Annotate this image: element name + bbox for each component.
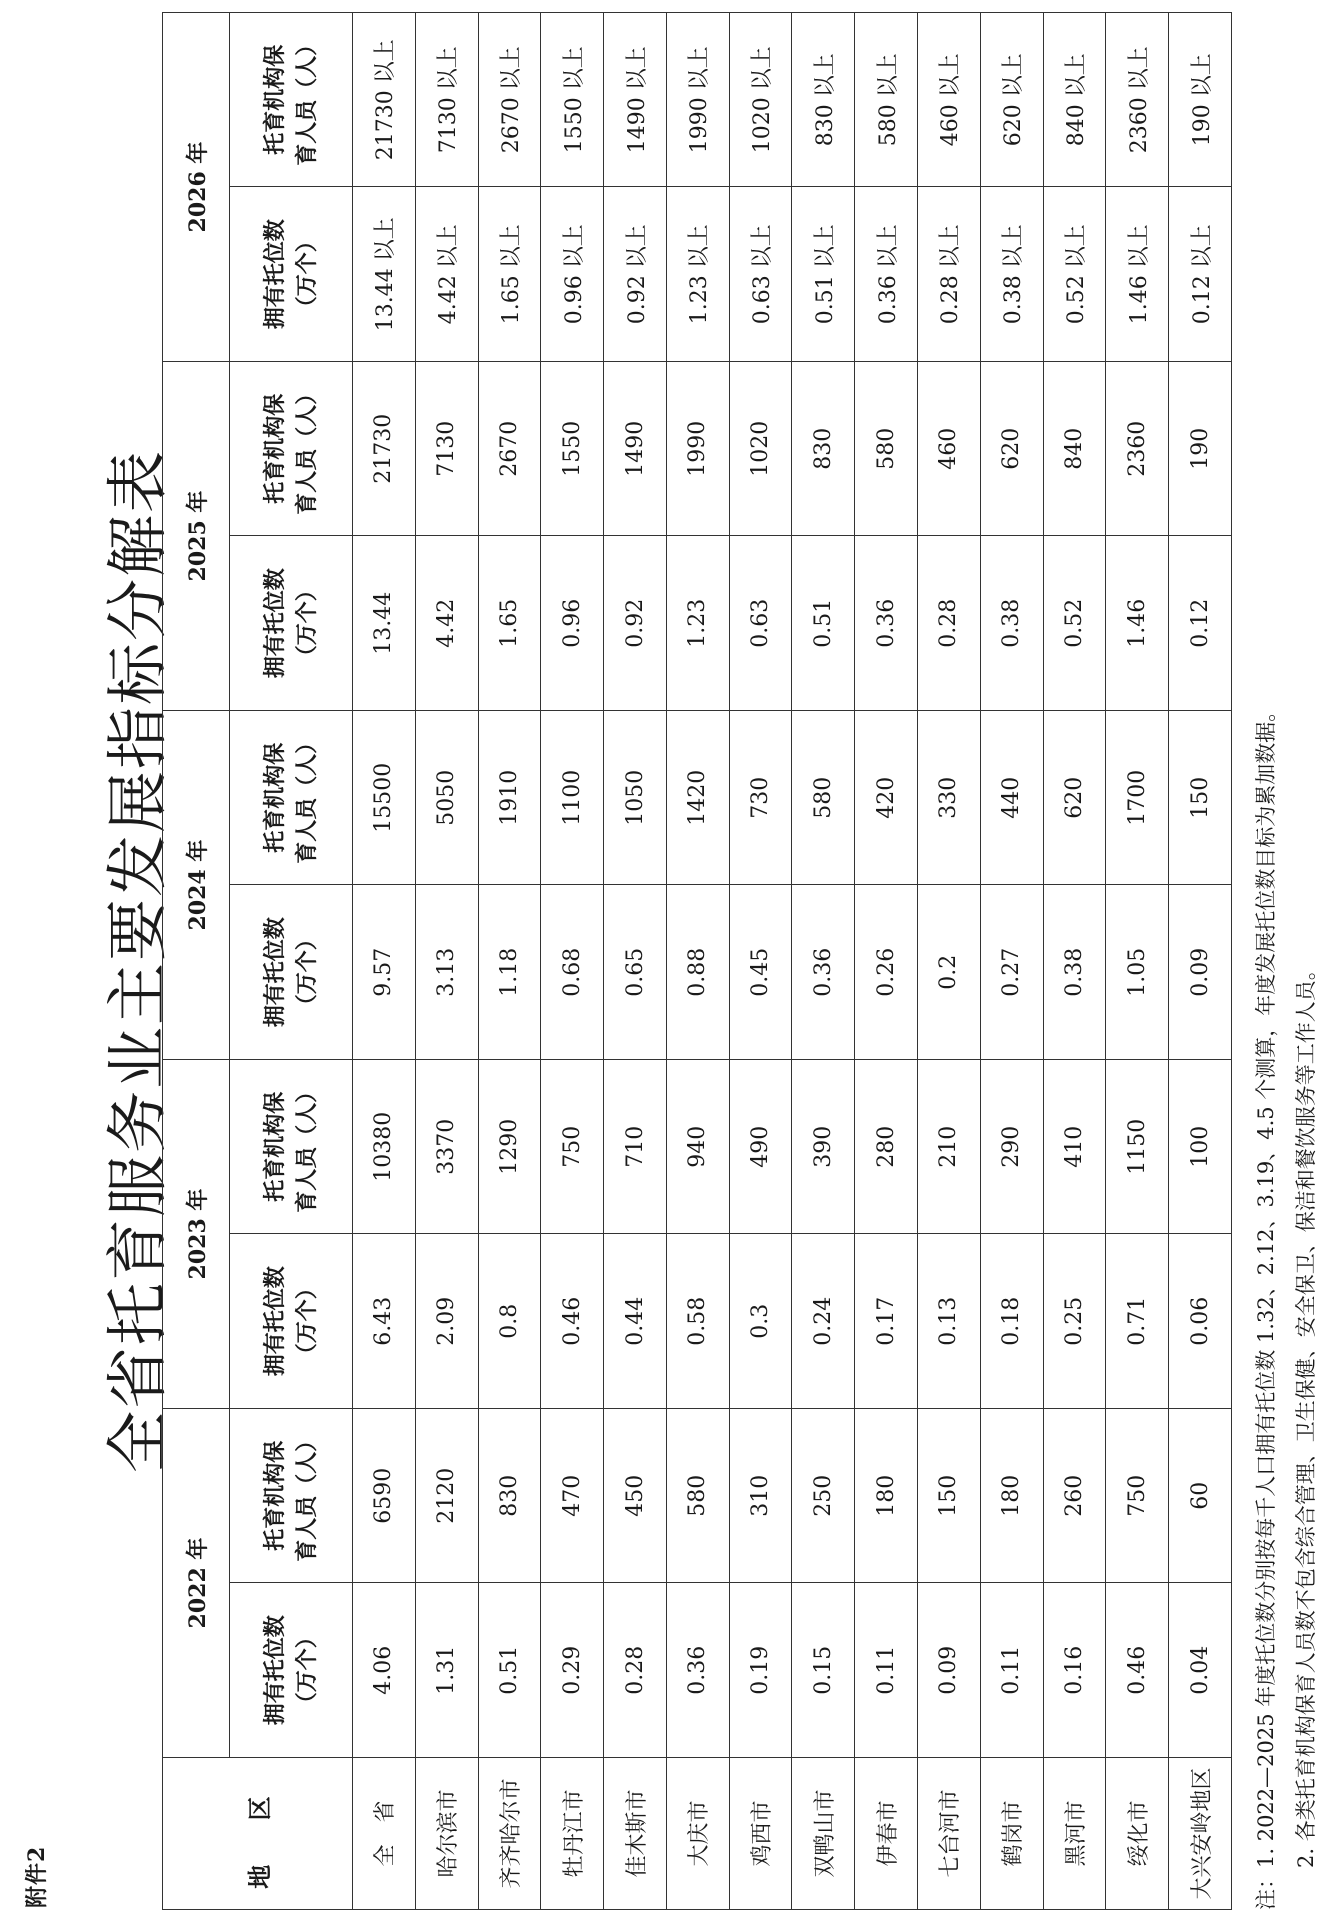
year-header-2023: 2023 年 — [163, 1060, 230, 1409]
table-row — [541, 13, 604, 1910]
staff-cell: 10380 — [353, 1060, 416, 1235]
year-header-2024: 2024 年 — [163, 711, 230, 1060]
region-cell: 鸡西市 — [729, 1758, 792, 1910]
places-cell: 0.51 — [792, 536, 855, 711]
places-cell: 0.68 — [541, 885, 604, 1060]
staff-cell: 750 — [541, 1060, 604, 1235]
indicator-table — [162, 12, 1232, 1910]
sub-header-staff — [230, 711, 353, 886]
region-cell: 牡丹江市 — [541, 1758, 604, 1910]
places-cell: 1.23 — [666, 536, 729, 711]
sub-header-line: 拥有托位数 — [262, 917, 288, 1028]
staff-cell: 180 — [855, 1409, 918, 1584]
sub-header-line: 育人员（人） — [294, 33, 320, 166]
places-cell: 13.44 以上 — [353, 187, 416, 362]
places-cell: 4.06 — [353, 1583, 416, 1758]
staff-cell: 1990 — [666, 362, 729, 537]
sub-header-line: 托育机构保 — [262, 44, 288, 155]
staff-cell: 250 — [792, 1409, 855, 1584]
staff-cell: 2360 — [1106, 362, 1169, 537]
staff-cell: 190 — [1169, 362, 1232, 537]
sub-header-line: 托育机构保 — [262, 393, 288, 504]
staff-cell: 1910 — [478, 711, 541, 886]
staff-cell: 2670 以上 — [478, 13, 541, 188]
staff-cell: 450 — [604, 1409, 667, 1584]
table-row — [1043, 13, 1106, 1910]
places-cell: 9.57 — [353, 885, 416, 1060]
places-cell: 0.36 以上 — [855, 187, 918, 362]
table-row — [855, 13, 918, 1910]
staff-cell: 440 — [980, 711, 1043, 886]
places-cell: 0.16 — [1043, 1583, 1106, 1758]
table-row — [980, 13, 1043, 1910]
places-cell: 0.92 — [604, 536, 667, 711]
staff-cell: 580 — [792, 711, 855, 886]
staff-cell: 710 — [604, 1060, 667, 1235]
places-cell: 0.63 — [729, 536, 792, 711]
places-cell: 0.18 — [980, 1234, 1043, 1409]
staff-cell: 460 以上 — [918, 13, 981, 188]
staff-cell: 7130 以上 — [415, 13, 478, 188]
staff-cell: 7130 — [415, 362, 478, 537]
places-cell: 2.09 — [415, 1234, 478, 1409]
region-header: 地 区 — [163, 1758, 353, 1910]
year-header-2022: 2022 年 — [163, 1409, 230, 1758]
places-cell: 1.46 — [1106, 536, 1169, 711]
places-cell: 3.13 — [415, 885, 478, 1060]
staff-cell: 1990 以上 — [666, 13, 729, 188]
places-cell: 0.8 — [478, 1234, 541, 1409]
staff-cell: 1700 — [1106, 711, 1169, 886]
places-cell: 0.71 — [1106, 1234, 1169, 1409]
places-cell: 0.12 — [1169, 536, 1232, 711]
places-cell: 0.46 — [541, 1234, 604, 1409]
staff-cell: 150 — [918, 1409, 981, 1584]
region-cell: 齐齐哈尔市 — [478, 1758, 541, 1910]
staff-cell: 2670 — [478, 362, 541, 537]
places-cell: 0.63 以上 — [729, 187, 792, 362]
region-cell: 伊春市 — [855, 1758, 918, 1910]
table-row — [729, 13, 792, 1910]
staff-cell: 210 — [918, 1060, 981, 1235]
sub-header-line: 托育机构保 — [262, 1091, 288, 1202]
staff-cell: 190 以上 — [1169, 13, 1232, 188]
note-2: 2. 各类托育机构保育人员数不包含综合管理、卫生保健、安全保卫、保洁和餐饮服务等工作人员。 — [1294, 959, 1318, 1910]
staff-cell: 100 — [1169, 1060, 1232, 1235]
staff-cell: 1020 以上 — [729, 13, 792, 188]
places-cell: 0.36 — [792, 885, 855, 1060]
staff-cell: 620 以上 — [980, 13, 1043, 188]
region-cell: 双鸭山市 — [792, 1758, 855, 1910]
places-cell: 1.46 以上 — [1106, 187, 1169, 362]
year-header-row — [163, 13, 230, 1910]
sub-header-line: 拥有托位数 — [262, 1615, 288, 1726]
staff-cell: 490 — [729, 1060, 792, 1235]
staff-cell: 260 — [1043, 1409, 1106, 1584]
places-cell: 13.44 — [353, 536, 416, 711]
places-cell: 4.42 以上 — [415, 187, 478, 362]
sub-header-line: （万个） — [294, 579, 320, 668]
staff-cell: 1150 — [1106, 1060, 1169, 1235]
staff-cell: 1550 — [541, 362, 604, 537]
staff-cell: 150 — [1169, 711, 1232, 886]
region-cell: 七台河市 — [918, 1758, 981, 1910]
staff-cell: 5050 — [415, 711, 478, 886]
places-cell: 0.19 — [729, 1583, 792, 1758]
staff-cell: 940 — [666, 1060, 729, 1235]
places-cell: 0.09 — [1169, 885, 1232, 1060]
places-cell: 0.88 — [666, 885, 729, 1060]
places-cell: 0.38 以上 — [980, 187, 1043, 362]
places-cell: 1.18 — [478, 885, 541, 1060]
places-cell: 1.23 以上 — [666, 187, 729, 362]
staff-cell: 2120 — [415, 1409, 478, 1584]
region-cell: 鹤岗市 — [980, 1758, 1043, 1910]
staff-cell: 830 — [792, 362, 855, 537]
sub-header-line: （万个） — [294, 928, 320, 1017]
table-row — [1169, 13, 1232, 1910]
staff-cell: 580 — [855, 362, 918, 537]
places-cell: 0.44 — [604, 1234, 667, 1409]
places-cell: 0.06 — [1169, 1234, 1232, 1409]
staff-cell: 21730 — [353, 362, 416, 537]
staff-cell: 620 — [980, 362, 1043, 537]
sub-header-line: 育人员（人） — [294, 731, 320, 864]
staff-cell: 750 — [1106, 1409, 1169, 1584]
places-cell: 6.43 — [353, 1234, 416, 1409]
places-cell: 0.36 — [855, 536, 918, 711]
sub-header-places — [230, 536, 353, 711]
places-cell: 0.11 — [855, 1583, 918, 1758]
staff-cell: 3370 — [415, 1060, 478, 1235]
places-cell: 0.3 — [729, 1234, 792, 1409]
staff-cell: 410 — [1043, 1060, 1106, 1235]
sub-header-line: 育人员（人） — [294, 1080, 320, 1213]
staff-cell: 21730 以上 — [353, 13, 416, 188]
sub-header-line: （万个） — [294, 1626, 320, 1715]
region-cell: 大兴安岭地区 — [1169, 1758, 1232, 1910]
page-title: 全省托育服务业主要发展指标分解表 — [101, 449, 174, 1474]
sub-header-staff — [230, 1060, 353, 1235]
region-cell: 全 省 — [353, 1758, 416, 1910]
places-cell: 0.11 — [980, 1583, 1043, 1758]
sub-header-places — [230, 885, 353, 1060]
staff-cell: 290 — [980, 1060, 1043, 1235]
places-cell: 0.96 — [541, 536, 604, 711]
places-cell: 0.36 — [666, 1583, 729, 1758]
year-header-2026: 2026 年 — [163, 13, 230, 362]
sub-header-staff — [230, 1409, 353, 1584]
attachment-label: 附件2 — [24, 1845, 50, 1908]
staff-cell: 460 — [918, 362, 981, 537]
sub-header-places — [230, 187, 353, 362]
notes — [1246, 701, 1326, 1910]
sub-header-places — [230, 1234, 353, 1409]
sub-header-line: 拥有托位数 — [262, 219, 288, 330]
sub-header-line: 育人员（人） — [294, 1429, 320, 1562]
places-cell: 0.09 — [918, 1583, 981, 1758]
staff-cell: 620 — [1043, 711, 1106, 886]
places-cell: 4.42 — [415, 536, 478, 711]
places-cell: 0.52 — [1043, 536, 1106, 711]
sub-header-line: 托育机构保 — [262, 742, 288, 853]
sub-header-line: （万个） — [294, 230, 320, 319]
table-body — [353, 13, 1232, 1910]
places-cell: 0.28 以上 — [918, 187, 981, 362]
table-row — [666, 13, 729, 1910]
staff-cell: 1100 — [541, 711, 604, 886]
places-cell: 1.65 以上 — [478, 187, 541, 362]
staff-cell: 390 — [792, 1060, 855, 1235]
places-cell: 0.13 — [918, 1234, 981, 1409]
places-cell: 0.51 — [478, 1583, 541, 1758]
sub-header-places — [230, 1583, 353, 1758]
region-cell: 佳木斯市 — [604, 1758, 667, 1910]
places-cell: 1.65 — [478, 536, 541, 711]
sub-header-staff — [230, 362, 353, 537]
staff-cell: 310 — [729, 1409, 792, 1584]
places-cell: 0.96 以上 — [541, 187, 604, 362]
sub-header-line: （万个） — [294, 1277, 320, 1366]
places-cell: 0.65 — [604, 885, 667, 1060]
staff-cell: 1050 — [604, 711, 667, 886]
places-cell: 0.58 — [666, 1234, 729, 1409]
places-cell: 0.45 — [729, 885, 792, 1060]
places-cell: 0.26 — [855, 885, 918, 1060]
region-cell: 哈尔滨市 — [415, 1758, 478, 1910]
region-cell: 绥化市 — [1106, 1758, 1169, 1910]
places-cell: 0.92 以上 — [604, 187, 667, 362]
table-row — [1106, 13, 1169, 1910]
places-cell: 0.38 — [980, 536, 1043, 711]
staff-cell: 1550 以上 — [541, 13, 604, 188]
places-cell: 0.28 — [604, 1583, 667, 1758]
places-cell: 0.28 — [918, 536, 981, 711]
sub-header-row — [230, 13, 353, 1910]
places-cell: 1.31 — [415, 1583, 478, 1758]
staff-cell: 180 — [980, 1409, 1043, 1584]
places-cell: 0.15 — [792, 1583, 855, 1758]
staff-cell: 830 以上 — [792, 13, 855, 188]
staff-cell: 830 — [478, 1409, 541, 1584]
places-cell: 0.38 — [1043, 885, 1106, 1060]
staff-cell: 280 — [855, 1060, 918, 1235]
places-cell: 0.24 — [792, 1234, 855, 1409]
places-cell: 0.12 以上 — [1169, 187, 1232, 362]
staff-cell: 60 — [1169, 1409, 1232, 1584]
year-header-2025: 2025 年 — [163, 362, 230, 711]
places-cell: 0.52 以上 — [1043, 187, 1106, 362]
staff-cell: 580 — [666, 1409, 729, 1584]
places-cell: 0.04 — [1169, 1583, 1232, 1758]
places-cell: 0.27 — [980, 885, 1043, 1060]
sub-header-staff — [230, 13, 353, 188]
table-row — [792, 13, 855, 1910]
staff-cell: 6590 — [353, 1409, 416, 1584]
sub-header-line: 拥有托位数 — [262, 568, 288, 679]
places-cell: 0.2 — [918, 885, 981, 1060]
staff-cell: 1490 — [604, 362, 667, 537]
places-cell: 0.25 — [1043, 1234, 1106, 1409]
staff-cell: 580 以上 — [855, 13, 918, 188]
staff-cell: 840 — [1043, 362, 1106, 537]
places-cell: 0.46 — [1106, 1583, 1169, 1758]
places-cell: 0.17 — [855, 1234, 918, 1409]
places-cell: 0.29 — [541, 1583, 604, 1758]
table-row — [918, 13, 981, 1910]
places-cell: 1.05 — [1106, 885, 1169, 1060]
staff-cell: 420 — [855, 711, 918, 886]
staff-cell: 2360 以上 — [1106, 13, 1169, 188]
table-row — [353, 13, 416, 1910]
staff-cell: 730 — [729, 711, 792, 886]
sub-header-line: 拥有托位数 — [262, 1266, 288, 1377]
staff-cell: 1290 — [478, 1060, 541, 1235]
sub-header-line: 育人员（人） — [294, 382, 320, 515]
region-cell: 大庆市 — [666, 1758, 729, 1910]
region-cell: 黑河市 — [1043, 1758, 1106, 1910]
staff-cell: 15500 — [353, 711, 416, 886]
places-cell: 0.51 以上 — [792, 187, 855, 362]
table-row — [604, 13, 667, 1910]
staff-cell: 840 以上 — [1043, 13, 1106, 188]
staff-cell: 330 — [918, 711, 981, 886]
staff-cell: 1020 — [729, 362, 792, 537]
sub-header-line: 托育机构保 — [262, 1440, 288, 1551]
note-1: 注：1. 2022—2025 年度托位数分别按每千人口拥有托位数 1.32、2.12、3.19、4.5 个测算，年度发展托位数目标为累加数据。 — [1254, 700, 1278, 1910]
staff-cell: 1420 — [666, 711, 729, 886]
staff-cell: 470 — [541, 1409, 604, 1584]
table-row — [478, 13, 541, 1910]
staff-cell: 1490 以上 — [604, 13, 667, 188]
table-row — [415, 13, 478, 1910]
